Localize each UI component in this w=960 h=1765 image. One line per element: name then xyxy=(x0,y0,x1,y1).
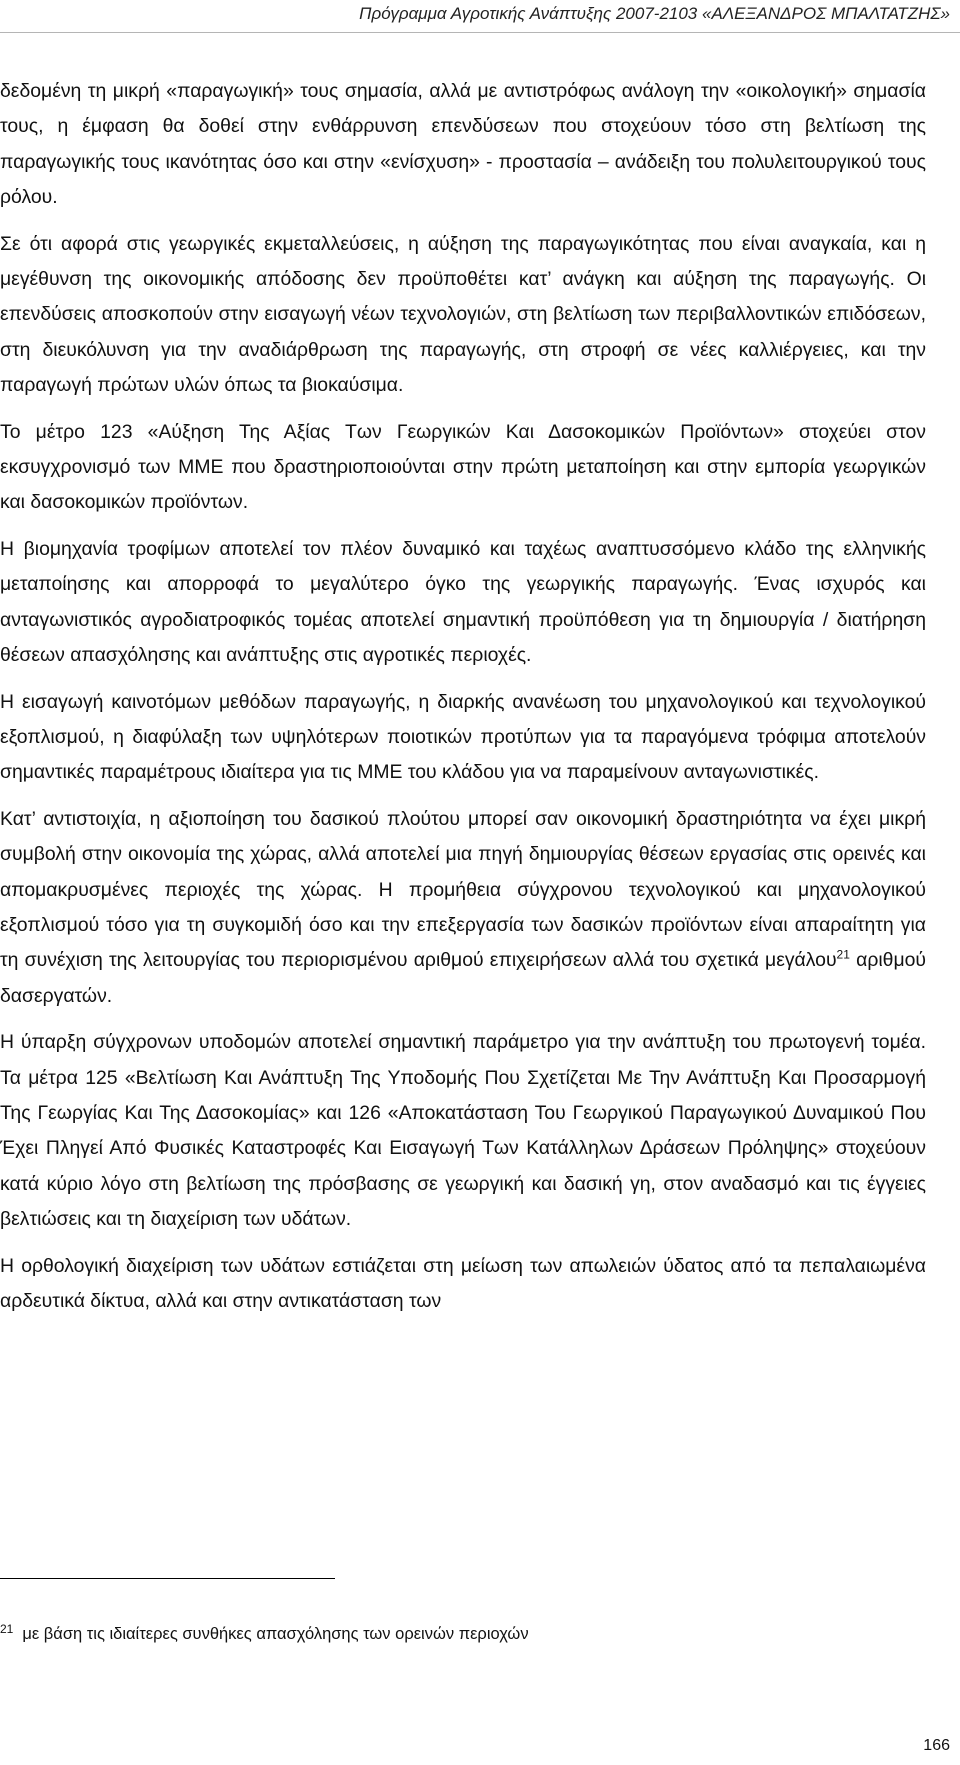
paragraph-8: Η ορθολογική διαχείριση των υδάτων εστιάζεται στη μείωση των απωλειών ύδατος από τα πεπαλαιωμένα αρδευτικά δίκτυα, αλλά και στην αντικατάσταση των xyxy=(0,1254,926,1312)
paragraph-6-text-before: Κατ’ αντιστοιχία, η αξιοποίηση του δασικού πλούτου μπορεί σαν οικονομική δραστηριότητα να έχει μικρή συμβολή στην οικονομία της χώρας, αλλά αποτελεί μια πηγή δημιουργίας θέσεων εργασίας στις ορεινές και απομακρυσμένες περιοχές της χώρας. Η προμήθεια σύγχρονου τεχνολογικού και μηχανολογικού εξοπλισμού τόσο για τη συγκομιδή όσο και την επεξεργασία των δασικών προϊόντων είναι απαραίτητη για τη συνέχιση της λειτουργίας του περιορισμένου αριθμού επιχειρήσεων αλλά του σχετικά μεγάλου xyxy=(0,807,926,972)
paragraph-3: Το μέτρο 123 «Αύξηση Της Αξίας Των Γεωργικών Και Δασοκομικών Προϊόντων» στοχεύει στον εκσυγχρονισμό των ΜΜΕ που δραστηριοποιούνται στην πρώτη μεταποίηση και στην εμπορία γεωργικών και δασοκομικών προϊόντων. xyxy=(0,420,926,514)
footnote-number: 21 xyxy=(0,1621,14,1636)
paragraph-5: Η εισαγωγή καινοτόμων μεθόδων παραγωγής, η διαρκής ανανέωση του μηχανολογικού και τεχνολογικού εξοπλισμού, η διαφύλαξη των υψηλότερων ποιοτικών προτύπων για τα παραγόμενα τρόφιμα αποτελούν σημαντικές παραμέτρους ιδιαίτερα για τις ΜΜΕ του κλάδου για να παραμείνουν ανταγωνιστικές. xyxy=(0,690,926,784)
paragraph-2: Σε ότι αφορά στις γεωργικές εκμεταλλεύσεις, η αύξηση της παραγωγικότητας που είναι αναγκαία, και η μεγέθυνση της οικονομικής απόδοσης δεν προϋποθέτει κατ’ ανάγκη και αύξηση της παραγωγής. Οι επενδύσεις αποσκοπούν στην εισαγωγή νέων τεχνολογιών, στη βελτίωση των περιβαλλοντικών επιδόσεων, στη διευκόλυνση για την αναδιάρθρωση της παραγωγής, στη στροφή σε νέες καλλιέργειες, και την παραγωγή πρώτων υλών όπως τα βιοκαύσιμα. xyxy=(0,232,926,397)
paragraph-7: Η ύπαρξη σύγχρονων υποδομών αποτελεί σημαντική παράμετρο για την ανάπτυξη του πρωτογενή τομέα. Τα μέτρα 125 «Βελτίωση Και Ανάπτυξη Της Υποδομής Που Σχετίζεται Με Την Ανάπτυξη Και Προσαρμογή Της Γεωργίας Και Της Δασοκομίας» και 126 «Αποκατάσταση Του Γεωργικού Παραγωγικού Δυναμικού Που Έχει Πληγεί Από Φυσικές Καταστροφές Και Εισαγωγή Των Κατάλληλων Δράσεων Πρόληψης» στοχεύουν κατά κύριο λόγο στη βελτίωση της πρόσβασης σε γεωργική και δασική γη, στον αναδασμό και τις έγγειες βελτιώσεις και τη διαχείριση των υδάτων. xyxy=(0,1031,926,1231)
body-text xyxy=(0,74,926,1330)
running-header: Πρόγραμμα Αγροτικής Ανάπτυξης 2007-2103 «ΑΛΕΞΑΝΔΡΟΣ ΜΠΑΛΤΑΤΖΗΣ» xyxy=(359,4,950,23)
paragraph-4: Η βιομηχανία τροφίμων αποτελεί τον πλέον δυναμικό και ταχέως αναπτυσσόμενο κλάδο της ελληνικής μεταποίησης και απορροφά το μεγαλύτερο όγκο της γεωργικής παραγωγής. Ένας ισχυρός και ανταγωνιστικός αγροδιατροφικός τομέας αποτελεί σημαντική προϋπόθεση για τη δημιουργία / διατήρηση θέσεων απασχόλησης και ανάπτυξης στις αγροτικές περιοχές. xyxy=(0,537,926,667)
paragraph-1: δεδομένη τη μικρή «παραγωγική» τους σημασία, αλλά με αντιστρόφως ανάλογη την «οικολογική» σημασία τους, η έμφαση θα δοθεί στην ενθάρρυνση επενδύσεων που στοχεύουν τόσο στη βελτίωση της παραγωγικής τους ικανότητας όσο και στην «ενίσχυση» - προστασία – ανάδειξη του πολυλειτουργικού τους ρόλου. xyxy=(0,80,926,209)
footnote-text: με βάση τις ιδιαίτερες συνθήκες απασχόλησης των ορεινών περιοχών xyxy=(22,1625,529,1643)
footnote xyxy=(0,1621,926,1644)
paragraph-6 xyxy=(0,802,926,1014)
page-number: 166 xyxy=(923,1737,950,1754)
footnote-divider xyxy=(0,1578,335,1579)
header-divider xyxy=(0,32,960,33)
footnote-reference[interactable]: 21 xyxy=(836,947,850,962)
paragraph-6-text-after: αριθμού δασεργατών. xyxy=(0,949,926,1007)
